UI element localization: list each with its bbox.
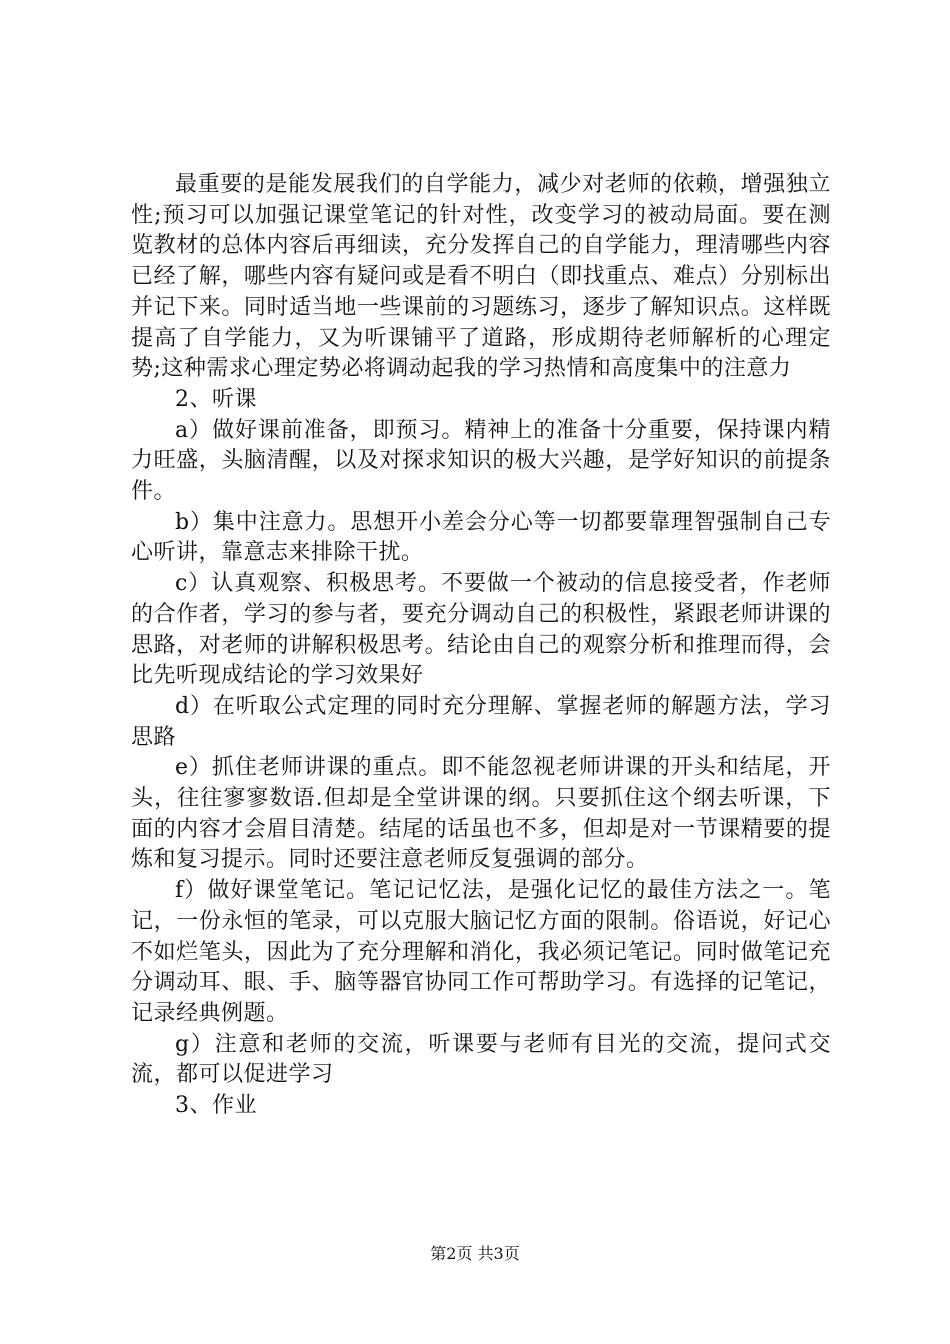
paragraph-item-b: b）集中注意力。思想开小差会分心等一切都要靠理智强制自己专心听讲，靠意志来排除干扰。 — [131, 509, 831, 566]
paragraph-self-study: 最重要的是能发展我们的自学能力，减少对老师的依赖，增强独立性;预习可以加强记课堂笔记的针对性，改变学习的被动局面。要在测览教材的总体内容后再细读，充分发挥自己的自学能力，理清哪些内容已经了解，哪些内容有疑问或是看不明白（即找重点、难点）分别标出并记下来。同时适当地一些课前的习题练习，逐步了解知识点。这样既提高了自学能力，又为听课铺平了道路，形成期待老师解析的心理定势;这种需求心理定势必将调动起我的学习热情和高度集中的注意力 — [131, 172, 831, 382]
paragraph-item-f: f）做好课堂笔记。笔记记忆法，是强化记忆的最佳方法之一。笔记，一份永恒的笔录，可以克服大脑记忆方面的限制。俗语说，好记心不如烂笔头，因此为了充分理解和消化，我必须记笔记。同时做笔记充分调动耳、眼、手、脑等器官协同工作可帮助学习。有选择的记笔记，记录经典例题。 — [131, 878, 831, 1026]
paragraph-item-e: e）抓住老师讲课的重点。即不能忽视老师讲课的开头和结尾，开头，往往寥寥数语.但却是全堂讲课的纲。只要抓住这个纲去听课，下面的内容才会眉目清楚。结尾的话虽也不多，但却是对一节课精要的提炼和复习提示。同时还要注意老师反复强调的部分。 — [131, 755, 831, 873]
paragraph-item-a: a）做好课前准备，即预习。精神上的准备十分重要，保持课内精力旺盛，头脑清醒，以及对探求知识的极大兴趣，是学好知识的前提条件。 — [131, 417, 831, 505]
page-number-footer: 第2页 共3页 — [430, 1244, 520, 1263]
document-body — [131, 170, 831, 1122]
paragraph-item-d: d）在听取公式定理的同时充分理解、掌握老师的解题方法，学习思路 — [131, 693, 831, 750]
section-heading-listening: 2、听课 — [175, 386, 257, 412]
paragraph-item-c: c）认真观察、积极思考。不要做一个被动的信息接受者，作老师的合作者，学习的参与者，要充分调动自己的积极性，紧跟老师讲课的思路，对老师的讲解积极思考。结论由自己的观察分析和推理而得，会比先听现成结论的学习效果好 — [131, 571, 831, 689]
section-heading-homework: 3、作业 — [175, 1093, 257, 1119]
paragraph-item-g: g）注意和老师的交流，听课要与老师有目光的交流，提问式交流，都可以促进学习 — [131, 1031, 831, 1088]
